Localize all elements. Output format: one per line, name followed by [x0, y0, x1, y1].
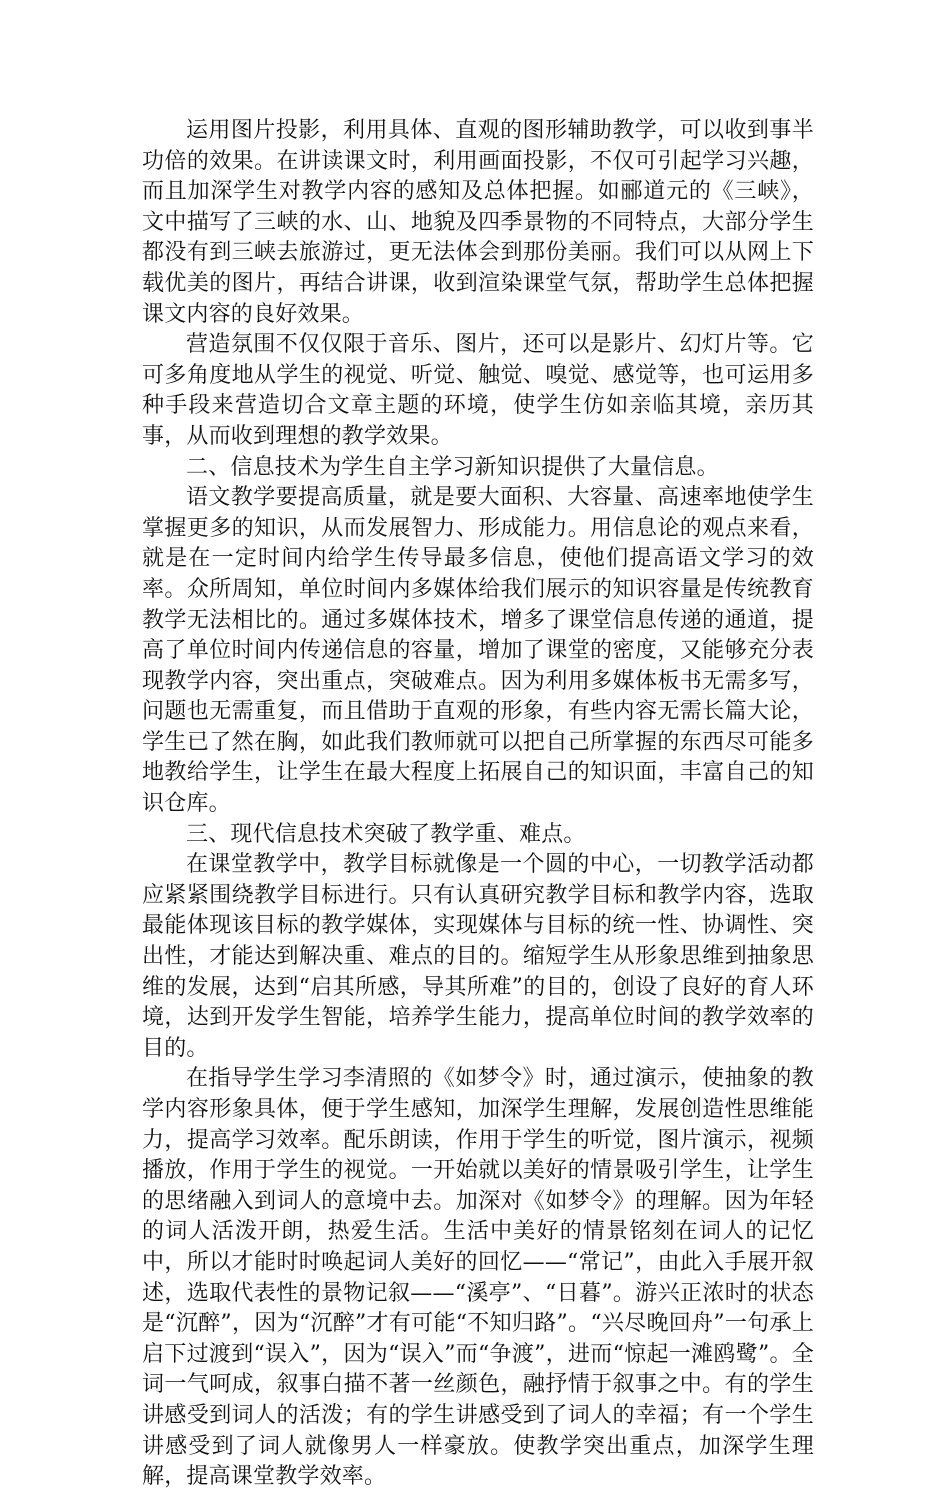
paragraph-rumengling-example: 在指导学生学习李清照的《如梦令》时，通过演示，使抽象的教学内容形象具体，便于学生感知，加深学生理解，发展创造性思维能力，提高学习效率。配乐朗读，作用于学生的听觉，图片演示，视频播放，作用于学生的视觉。一开始就以美好的情景吸引学生，让学生的思绪融入到词人的意境中去。加深对《如梦令》的理解。因为年轻的词人活泼开朗，热爱生活。生活中美好的情景铭刻在词人的记忆中，所以才能时时唤起词人美好的回忆——“常记”，由此入手展开叙述，选取代表性的景物记叙——“溪亭”、“日暮”。游兴正浓时的状态是“沉醉”，因为“沉醉”才有可能“不知归路”。“兴尽晚回舟”一句承上启下过渡到“误入”，因为“误入”而“争渡”，进而“惊起一滩鸥鹭”。全词一气呵成，叙事白描不著一丝颜色，融抒情于叙事之中。有的学生讲感受到词人的活泼；有的学生讲感受到了词人的幸福；有一个学生讲感受到了词人就像男人一样豪放。使教学突出重点，加深学生理解，提高课堂教学效率。	[142, 1066, 814, 1490]
paragraph-information-capacity: 语文教学要提高质量，就是要大面积、大容量、高速率地使学生掌握更多的知识，从而发展智力、形成能力。用信息论的观点来看，就是在一定时间内给学生传导最多信息，使他们提高语文学习的效率。众所周知，单位时间内多媒体给我们展示的知识容量是传统教育教学无法相比的。通过多媒体技术，增多了课堂信息传递的通道，提高了单位时间内传递信息的容量，增加了课堂的密度，又能够充分表现教学内容，突出重点，突破难点。因为利用多媒体板书无需多写，问题也无需重复，而且借助于直观的形象，有些内容无需长篇大论，学生已了然在胸，如此我们教师就可以把自己所掌握的东西尽可能多地教给学生，让学生在最大程度上拓展自己的知识面，丰富自己的知识仓库。	[142, 485, 814, 817]
paragraph-image-projection: 运用图片投影，利用具体、直观的图形辅助教学，可以收到事半功倍的效果。在讲读课文时，利用画面投影，不仅可引起学习兴趣，而且加深学生对教学内容的感知及总体把握。如郦道元的《三峡》，文中描写了三峡的水、山、地貌及四季景物的不同特点，大部分学生都没有到三峡去旅游过，更无法体会到那份美丽。我们可以从网上下载优美的图片，再结合讲课，收到渲染课堂气氛，帮助学生总体把握课文内容的良好效果。	[142, 118, 814, 327]
section-heading-three: 三、现代信息技术突破了教学重、难点。	[186, 821, 586, 847]
section-heading-two: 二、信息技术为学生自主学习新知识提供了大量信息。	[186, 454, 719, 480]
paragraph-teaching-goals: 在课堂教学中，教学目标就像是一个圆的中心，一切教学活动都应紧紧围绕教学目标进行。只有认真研究教学目标和教学内容，选取最能体现该目标的教学媒体，实现媒体与目标的统一性、协调性、突出性，才能达到解决重、难点的目的。缩短学生从形象思维到抽象思维的发展，达到“启其所感，导其所难”的目的，创设了良好的育人环境，达到开发学生智能，培养学生能力，提高单位时间的教学效率的目的。	[142, 852, 814, 1061]
document-body	[142, 116, 814, 1493]
paragraph-atmosphere: 营造氛围不仅仅限于音乐、图片，还可以是影片、幻灯片等。它可多角度地从学生的视觉、听觉、触觉、嗅觉、感觉等，也可运用多种手段来营造切合文章主题的环境，使学生仿如亲临其境，亲历其事，从而收到理想的教学效果。	[142, 332, 814, 449]
